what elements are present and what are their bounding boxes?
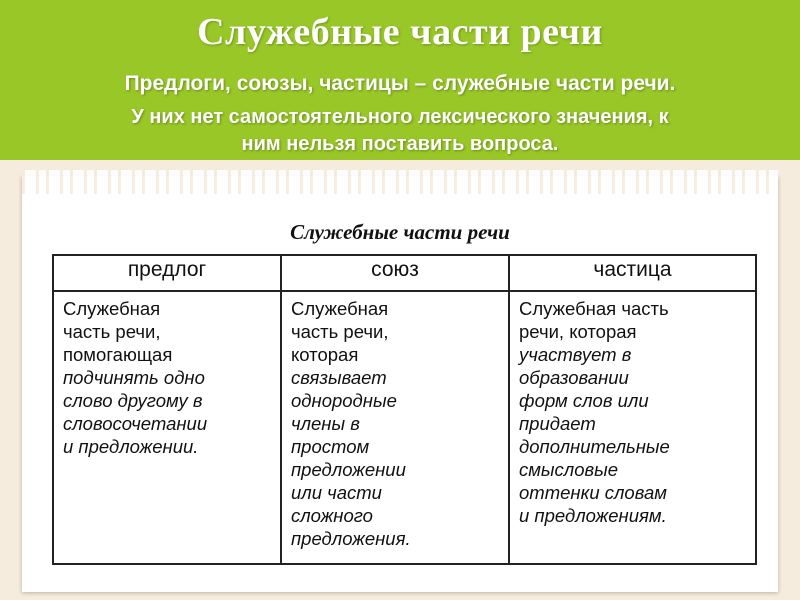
cell-text-line: часть речи,	[63, 321, 161, 342]
table-header-row	[53, 255, 756, 291]
subtitle-line-2b: ним нельзя поставить вопроса.	[241, 133, 559, 155]
notebook-binding	[22, 170, 778, 194]
cell-text-line: Служебная часть	[519, 298, 669, 319]
cell-text-line: часть речи,	[291, 321, 389, 342]
cell-italic-line: форм слов или	[519, 390, 649, 411]
table-row	[53, 291, 756, 564]
column-header-preposition: предлог	[53, 255, 281, 291]
cell-text-line: Служебная	[291, 298, 389, 319]
cell-italic-line: и предложениям.	[519, 505, 667, 526]
subtitle-line-2	[0, 104, 800, 158]
header-banner	[0, 0, 800, 160]
cell-italic-line: или части	[291, 482, 382, 503]
cell-italic-line: придает	[519, 413, 596, 434]
parts-of-speech-table	[52, 254, 757, 565]
cell-italic-line: члены в	[291, 413, 360, 434]
cell-italic-line: смысловые	[519, 459, 619, 480]
page-title: Служебные части речи	[197, 11, 603, 53]
cell-text-line: которая	[291, 344, 359, 365]
cell-text-line: Служебная	[63, 298, 161, 319]
card-title: Служебные части речи	[290, 220, 510, 244]
notebook-card	[22, 176, 778, 592]
subtitle-line-1: Предлоги, союзы, частицы – служебные части речи.	[124, 72, 676, 95]
cell-italic-line: предложения.	[291, 528, 411, 549]
cell-preposition	[53, 291, 281, 564]
cell-conjunction	[281, 291, 509, 564]
cell-italic-line: слово другому в	[63, 390, 203, 411]
subtitle-line-2a: У них нет самостоятельного лексического значения, к	[131, 106, 669, 128]
cell-italic-line: словосочетании	[63, 413, 208, 434]
cell-text-line: речи, которая	[519, 321, 637, 342]
cell-italic-line: дополнительные	[519, 436, 670, 457]
cell-italic-line: сложного	[291, 505, 373, 526]
cell-italic-line: и предложении.	[63, 436, 199, 457]
column-header-conjunction: союз	[281, 255, 509, 291]
cell-particle	[509, 291, 756, 564]
cell-italic-line: образовании	[519, 367, 629, 388]
cell-italic-line: оттенки словам	[519, 482, 667, 503]
cell-italic-line: связывает	[291, 367, 387, 388]
cell-italic-line: подчинять одно	[63, 367, 205, 388]
column-header-particle: частица	[509, 255, 756, 291]
cell-italic-line: однородные	[291, 390, 397, 411]
cell-italic-line: простом	[291, 436, 370, 457]
cell-italic-line: участвует в	[519, 344, 632, 365]
cell-text-line: помогающая	[63, 344, 173, 365]
cell-italic-line: предложении	[291, 459, 406, 480]
